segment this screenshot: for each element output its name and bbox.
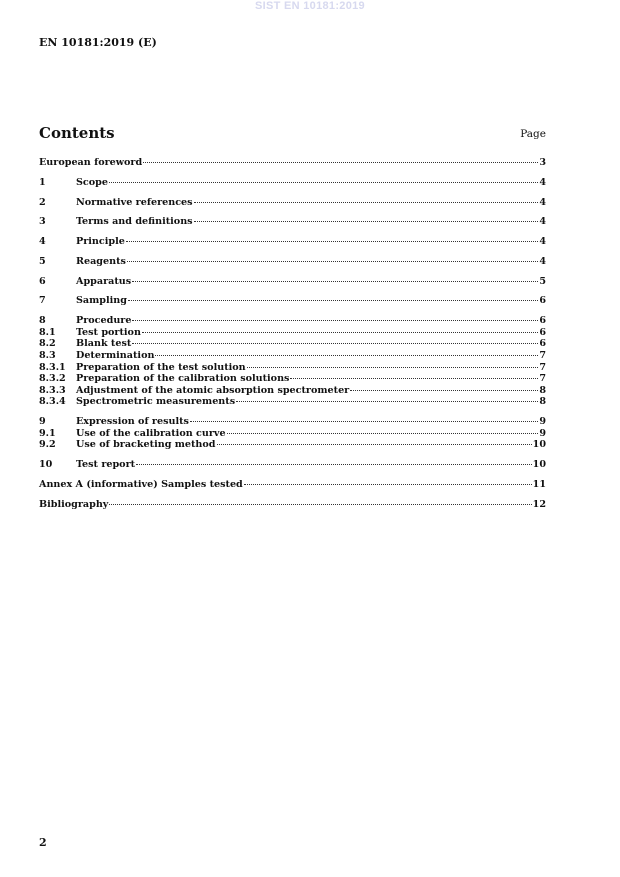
toc-leader-dots — [109, 503, 531, 505]
toc-entry[interactable] — [39, 276, 546, 288]
toc-entry-title: Adjustment of the atomic absorption spectrometer — [76, 384, 350, 396]
contents-title: Contents — [39, 124, 115, 142]
toc-entry-title: Use of the calibration curve — [76, 427, 226, 439]
toc-entry[interactable] — [39, 385, 546, 397]
toc-entry[interactable] — [39, 295, 546, 307]
toc-entry-title: Annex A (informative) Samples tested — [39, 478, 243, 490]
toc-entry-title: Blank test — [76, 338, 132, 350]
toc-entry[interactable] — [39, 396, 546, 408]
toc-leader-dots — [227, 432, 539, 434]
toc-leader-dots — [142, 331, 538, 333]
toc-entry-page: 11 — [532, 478, 546, 490]
toc-entry-page: 7 — [539, 361, 546, 373]
toc-leader-dots — [194, 220, 539, 222]
toc-entry-page: 4 — [539, 176, 546, 188]
watermark: SIST EN 10181:2019 — [255, 0, 365, 12]
toc-leader-dots — [190, 420, 538, 422]
toc-entry-title: Preparation of the test solution — [76, 361, 246, 373]
toc-entry[interactable] — [39, 428, 546, 440]
toc-entry-page: 4 — [539, 196, 546, 208]
toc-entry[interactable] — [39, 327, 546, 339]
toc-entry-title: Procedure — [76, 315, 132, 327]
toc-leader-dots — [217, 443, 532, 445]
toc-entry-page: 8 — [539, 384, 546, 396]
page-column-label: Page — [520, 128, 546, 140]
table-of-contents — [39, 157, 546, 510]
toc-entry-number: 8.3.1 — [39, 361, 66, 373]
page-number: 2 — [39, 836, 47, 849]
toc-entry-title: Test portion — [76, 326, 141, 338]
toc-entry[interactable] — [39, 416, 546, 428]
toc-entry[interactable] — [39, 499, 546, 511]
toc-entry-number: 10 — [39, 459, 53, 471]
toc-entry[interactable] — [39, 157, 546, 169]
toc-entry[interactable] — [39, 256, 546, 268]
toc-leader-dots — [155, 354, 538, 356]
toc-entry-number: 7 — [39, 295, 46, 307]
toc-leader-dots — [350, 389, 538, 391]
toc-entry-title: Use of bracketing method — [76, 439, 216, 451]
toc-entry-number: 8.3 — [39, 350, 56, 362]
toc-entry-title: Reagents — [76, 255, 126, 267]
toc-entry-page: 6 — [539, 295, 546, 307]
toc-entry-number: 1 — [39, 176, 46, 188]
toc-entry-title: Normative references — [76, 196, 193, 208]
toc-entry-title: Bibliography — [39, 498, 109, 510]
toc-entry[interactable] — [39, 216, 546, 228]
toc-entry[interactable] — [39, 350, 546, 362]
toc-entry-page: 6 — [539, 338, 546, 350]
toc-entry-page: 6 — [539, 326, 546, 338]
toc-entry-title: Sampling — [76, 295, 127, 307]
toc-leader-dots — [236, 400, 538, 402]
toc-entry[interactable] — [39, 236, 546, 248]
toc-entry-number: 5 — [39, 255, 46, 267]
toc-entry[interactable] — [39, 479, 546, 491]
toc-entry-number: 9 — [39, 416, 46, 428]
toc-leader-dots — [109, 181, 538, 183]
toc-leader-dots — [132, 280, 538, 282]
toc-entry-title: Scope — [76, 176, 108, 188]
toc-leader-dots — [194, 201, 539, 203]
toc-entry-page: 4 — [539, 255, 546, 267]
toc-entry-title: Expression of results — [76, 416, 189, 428]
toc-entry-page: 5 — [539, 275, 546, 287]
toc-entry-number: 9.1 — [39, 427, 56, 439]
toc-entry-title: Test report — [76, 459, 136, 471]
toc-entry-number: 8 — [39, 315, 46, 327]
toc-entry-title: Terms and definitions — [76, 216, 193, 228]
toc-entry-page: 7 — [539, 350, 546, 362]
toc-entry-title: Preparation of the calibration solutions — [76, 373, 290, 385]
toc-entry-page: 10 — [532, 459, 546, 471]
toc-entry-number: 3 — [39, 216, 46, 228]
toc-entry[interactable] — [39, 315, 546, 327]
toc-leader-dots — [290, 377, 538, 379]
toc-leader-dots — [136, 463, 532, 465]
toc-leader-dots — [126, 240, 538, 242]
toc-entry-number: 4 — [39, 236, 46, 248]
toc-leader-dots — [244, 483, 532, 485]
toc-entry[interactable] — [39, 197, 546, 209]
toc-entry-number: 6 — [39, 275, 46, 287]
toc-entry-page: 7 — [539, 373, 546, 385]
toc-entry[interactable] — [39, 177, 546, 189]
toc-entry-title: Apparatus — [76, 275, 132, 287]
toc-entry-page: 9 — [539, 416, 546, 428]
toc-entry-number: 2 — [39, 196, 46, 208]
toc-entry-title: European foreword — [39, 157, 143, 168]
toc-entry-page: 8 — [539, 396, 546, 408]
toc-entry-page: 9 — [539, 427, 546, 439]
toc-leader-dots — [143, 161, 538, 163]
toc-entry[interactable] — [39, 439, 546, 451]
toc-entry-title: Spectrometric measurements — [76, 396, 236, 408]
toc-entry-page: 3 — [539, 157, 546, 168]
toc-leader-dots — [127, 260, 538, 262]
toc-leader-dots — [247, 366, 539, 368]
toc-entry-page: 6 — [539, 315, 546, 327]
document-id: EN 10181:2019 (E) — [39, 36, 157, 49]
toc-entry-number: 8.3.2 — [39, 373, 66, 385]
toc-leader-dots — [128, 299, 538, 301]
toc-entry-page: 10 — [532, 439, 546, 451]
toc-entry-title: Principle — [76, 236, 125, 248]
toc-entry-title: Determination — [76, 350, 155, 362]
toc-entry[interactable] — [39, 362, 546, 374]
toc-entry[interactable] — [39, 373, 546, 385]
toc-entry-number: 8.1 — [39, 326, 56, 338]
toc-entry-page: 4 — [539, 236, 546, 248]
toc-leader-dots — [132, 342, 538, 344]
toc-entry-number: 8.2 — [39, 338, 56, 350]
toc-entry[interactable] — [39, 459, 546, 471]
toc-entry-number: 8.3.4 — [39, 396, 66, 408]
toc-entry-page: 4 — [539, 216, 546, 228]
toc-leader-dots — [132, 319, 538, 321]
toc-entry-number: 8.3.3 — [39, 384, 66, 396]
toc-entry[interactable] — [39, 338, 546, 350]
toc-entry-page: 12 — [532, 498, 546, 510]
toc-entry-number: 9.2 — [39, 439, 56, 451]
